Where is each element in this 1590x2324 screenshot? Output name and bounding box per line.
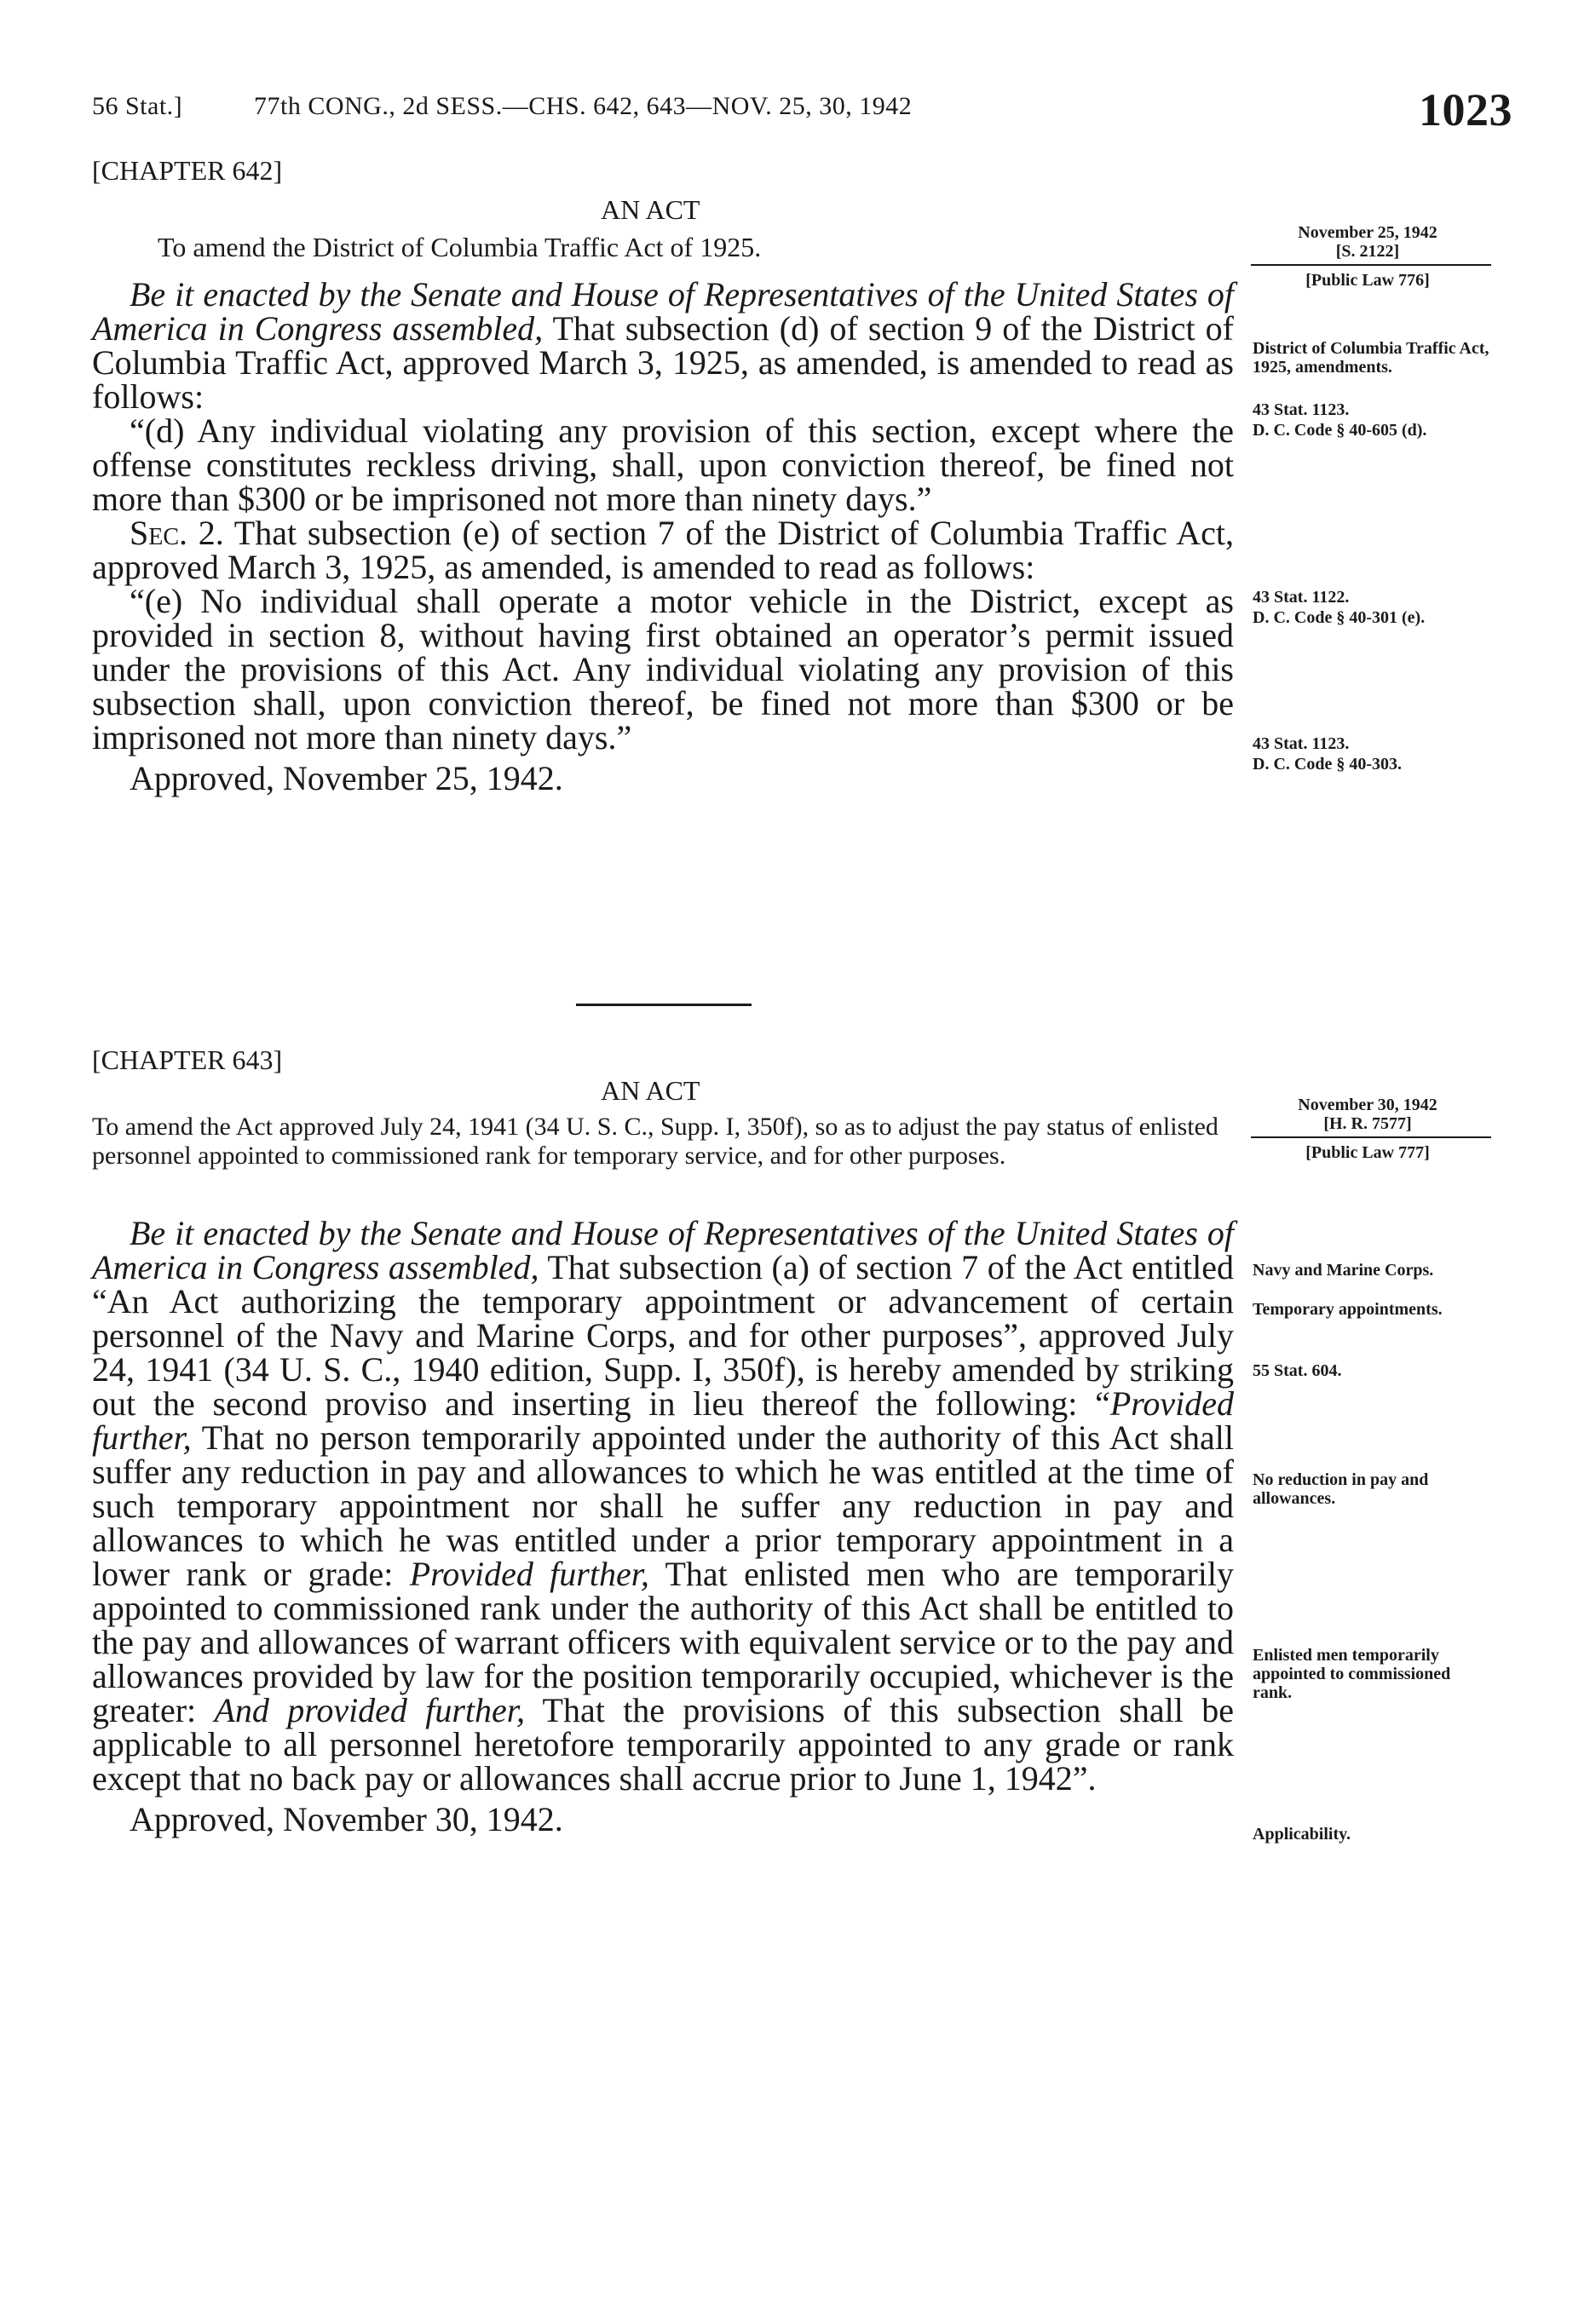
proviso-2-text: That enlisted men who are temporarily appointed to commissioned rank under the authority of this Act shall be entitled to the pay and allowances of warrant officers with equivalent service or to the pay and allowances provided by law for the position temporarily occupied, whichever is the greater: [92, 1555, 1234, 1729]
chapter-643-note-no-reduction: No reduction in pay and allowances. [1253, 1470, 1429, 1508]
chapter-643-title: To amend the Act approved July 24, 1941 (34 U. S. C., Supp. I, 350f), so as to adjust the pay status of enlisted personnel appointed to commissioned rank for temporary service, and for other purposes. [92, 1113, 1218, 1170]
proviso-3-label: And provided further, [214, 1691, 525, 1729]
chapter-643-note-enlisted: Enlisted men temporarily appointed to commissioned rank. [1253, 1646, 1451, 1702]
chapter-643-bill: [H. R. 7577] [1323, 1114, 1412, 1133]
chapter-642-body [92, 275, 1234, 797]
chapter-642-title: To amend the District of Columbia Traffic Act of 1925. [158, 232, 762, 262]
enacting-text-643: That subsection (a) of section 7 of the Act entitled “An Act authorizing the temporary appointment or advancement of certain personnel of the Navy and Marine Corps, and for other purposes”, approved July 24, 1941 (34 U. S. C., 1940 edition, Supp. I, 350f), is hereby amended by striking out the second proviso and inserting in lieu thereof the following: “ [92, 1248, 1234, 1423]
page-number: 1023 [1419, 84, 1512, 135]
running-header-volume: 56 Stat.] [92, 92, 183, 120]
chapter-642-note-stat: 43 Stat. 1123. [1253, 400, 1350, 419]
chapter-643-approved: Approved, November 30, 1942. [130, 1800, 563, 1838]
section-2 [92, 516, 1234, 584]
quoted-subsection-d: “(d) Any individual violating any provision of this section, except where the offense constitutes reckless driving, shall, upon conviction thereof, be fined not more than $300 or be imprisoned not more than ninety days.” [92, 411, 1234, 518]
chapter-642-note-code: D. C. Code § 40-605 (d). [1253, 421, 1427, 440]
chapter-643-enacting-clause [92, 1214, 1234, 1798]
chapter-642-note2-stat: 43 Stat. 1122. [1253, 588, 1350, 607]
chapter-separator [576, 1004, 752, 1006]
chapter-643-note-stat: 55 Stat. 604. [1253, 1361, 1342, 1380]
chapter-643-margin-rule [1251, 1136, 1491, 1138]
chapter-642-public-law: [Public Law 776] [1305, 271, 1430, 290]
chapter-642-note-amendments: District of Columbia Traffic Act, 1925, amendments. [1253, 339, 1489, 377]
chapter-642-bill: [S. 2122] [1335, 242, 1400, 261]
proviso-3-text: That the provisions of this subsection shall be applicable to all personnel heretofore temporarily appointed to any grade or rank except that no back pay or allowances shall accrue prior to June 1, 1942”. [92, 1691, 1234, 1798]
chapter-642-approved: Approved, November 25, 1942. [130, 759, 563, 797]
chapter-643-note-navy: Navy and Marine Corps. [1253, 1261, 1434, 1280]
proviso-1-text: That no person temporarily appointed under the authority of this Act shall suffer any reduction in pay and allowances to which he was entitled at the time of such temporary appointment nor shall he suffer any reduction in pay and allowances to which he was entitled under a prior temporary appointment in a lower rank or grade: [92, 1418, 1234, 1593]
chapter-642-date: November 25, 1942 [1298, 223, 1437, 242]
chapter-642-note3-stat: 43 Stat. 1123. [1253, 734, 1350, 753]
enacting-formula: Be it enacted by the Senate and House of Representatives of the United States of America in Congress assembled, [92, 275, 1234, 348]
enacting-formula-643: Be it enacted by the Senate and House of Representatives of the United States of America in Congress assembled, [92, 1214, 1234, 1286]
chapter-643-note-temporary: Temporary appointments. [1253, 1300, 1443, 1319]
chapter-643-note-applicability: Applicability. [1253, 1825, 1351, 1844]
proviso-2-label: Provided further, [409, 1555, 649, 1593]
quoted-subsection-e: “(e) No individual shall operate a motor vehicle in the District, except as provided in section 8, without having first obtained an operator’s permit issued under the provisions of this Act. Any individual violating any provision of this subsection shall, upon conviction thereof, be fined not more than $300 or be imprisoned not more than ninety days.” [92, 582, 1234, 756]
section-2-label: Sec. 2. [130, 514, 224, 552]
chapter-642-note2-code: D. C. Code § 40-301 (e). [1253, 608, 1426, 627]
chapter-642-note3-code: D. C. Code § 40-303. [1253, 755, 1402, 774]
chapter-643-public-law: [Public Law 777] [1305, 1143, 1430, 1162]
chapter-642-an-act: AN ACT [601, 194, 700, 225]
chapter-643-label: [CHAPTER 643] [92, 1044, 283, 1075]
chapter-642-label: [CHAPTER 642] [92, 155, 283, 186]
chapter-642-enacting-clause [92, 275, 1234, 416]
chapter-643-date: November 30, 1942 [1298, 1096, 1437, 1114]
chapter-643-an-act: AN ACT [601, 1075, 700, 1106]
chapter-642-margin-rule [1251, 264, 1491, 266]
running-header-session: 77th CONG., 2d SESS.—CHS. 642, 643—NOV. 25, 30, 1942 [254, 92, 913, 120]
section-2-text: That subsection (e) of section 7 of the District of Columbia Traffic Act, approved March 3, 1925, as amended, is amended to read as follows: [92, 514, 1234, 586]
enacting-text: That subsection (d) of section 9 of the District of Columbia Traffic Act, approved March 3, 1925, as amended, is amended to read as follows: [92, 309, 1234, 416]
proviso-1-label: Provided further, [92, 1384, 1234, 1457]
chapter-643-body [92, 1214, 1234, 1838]
